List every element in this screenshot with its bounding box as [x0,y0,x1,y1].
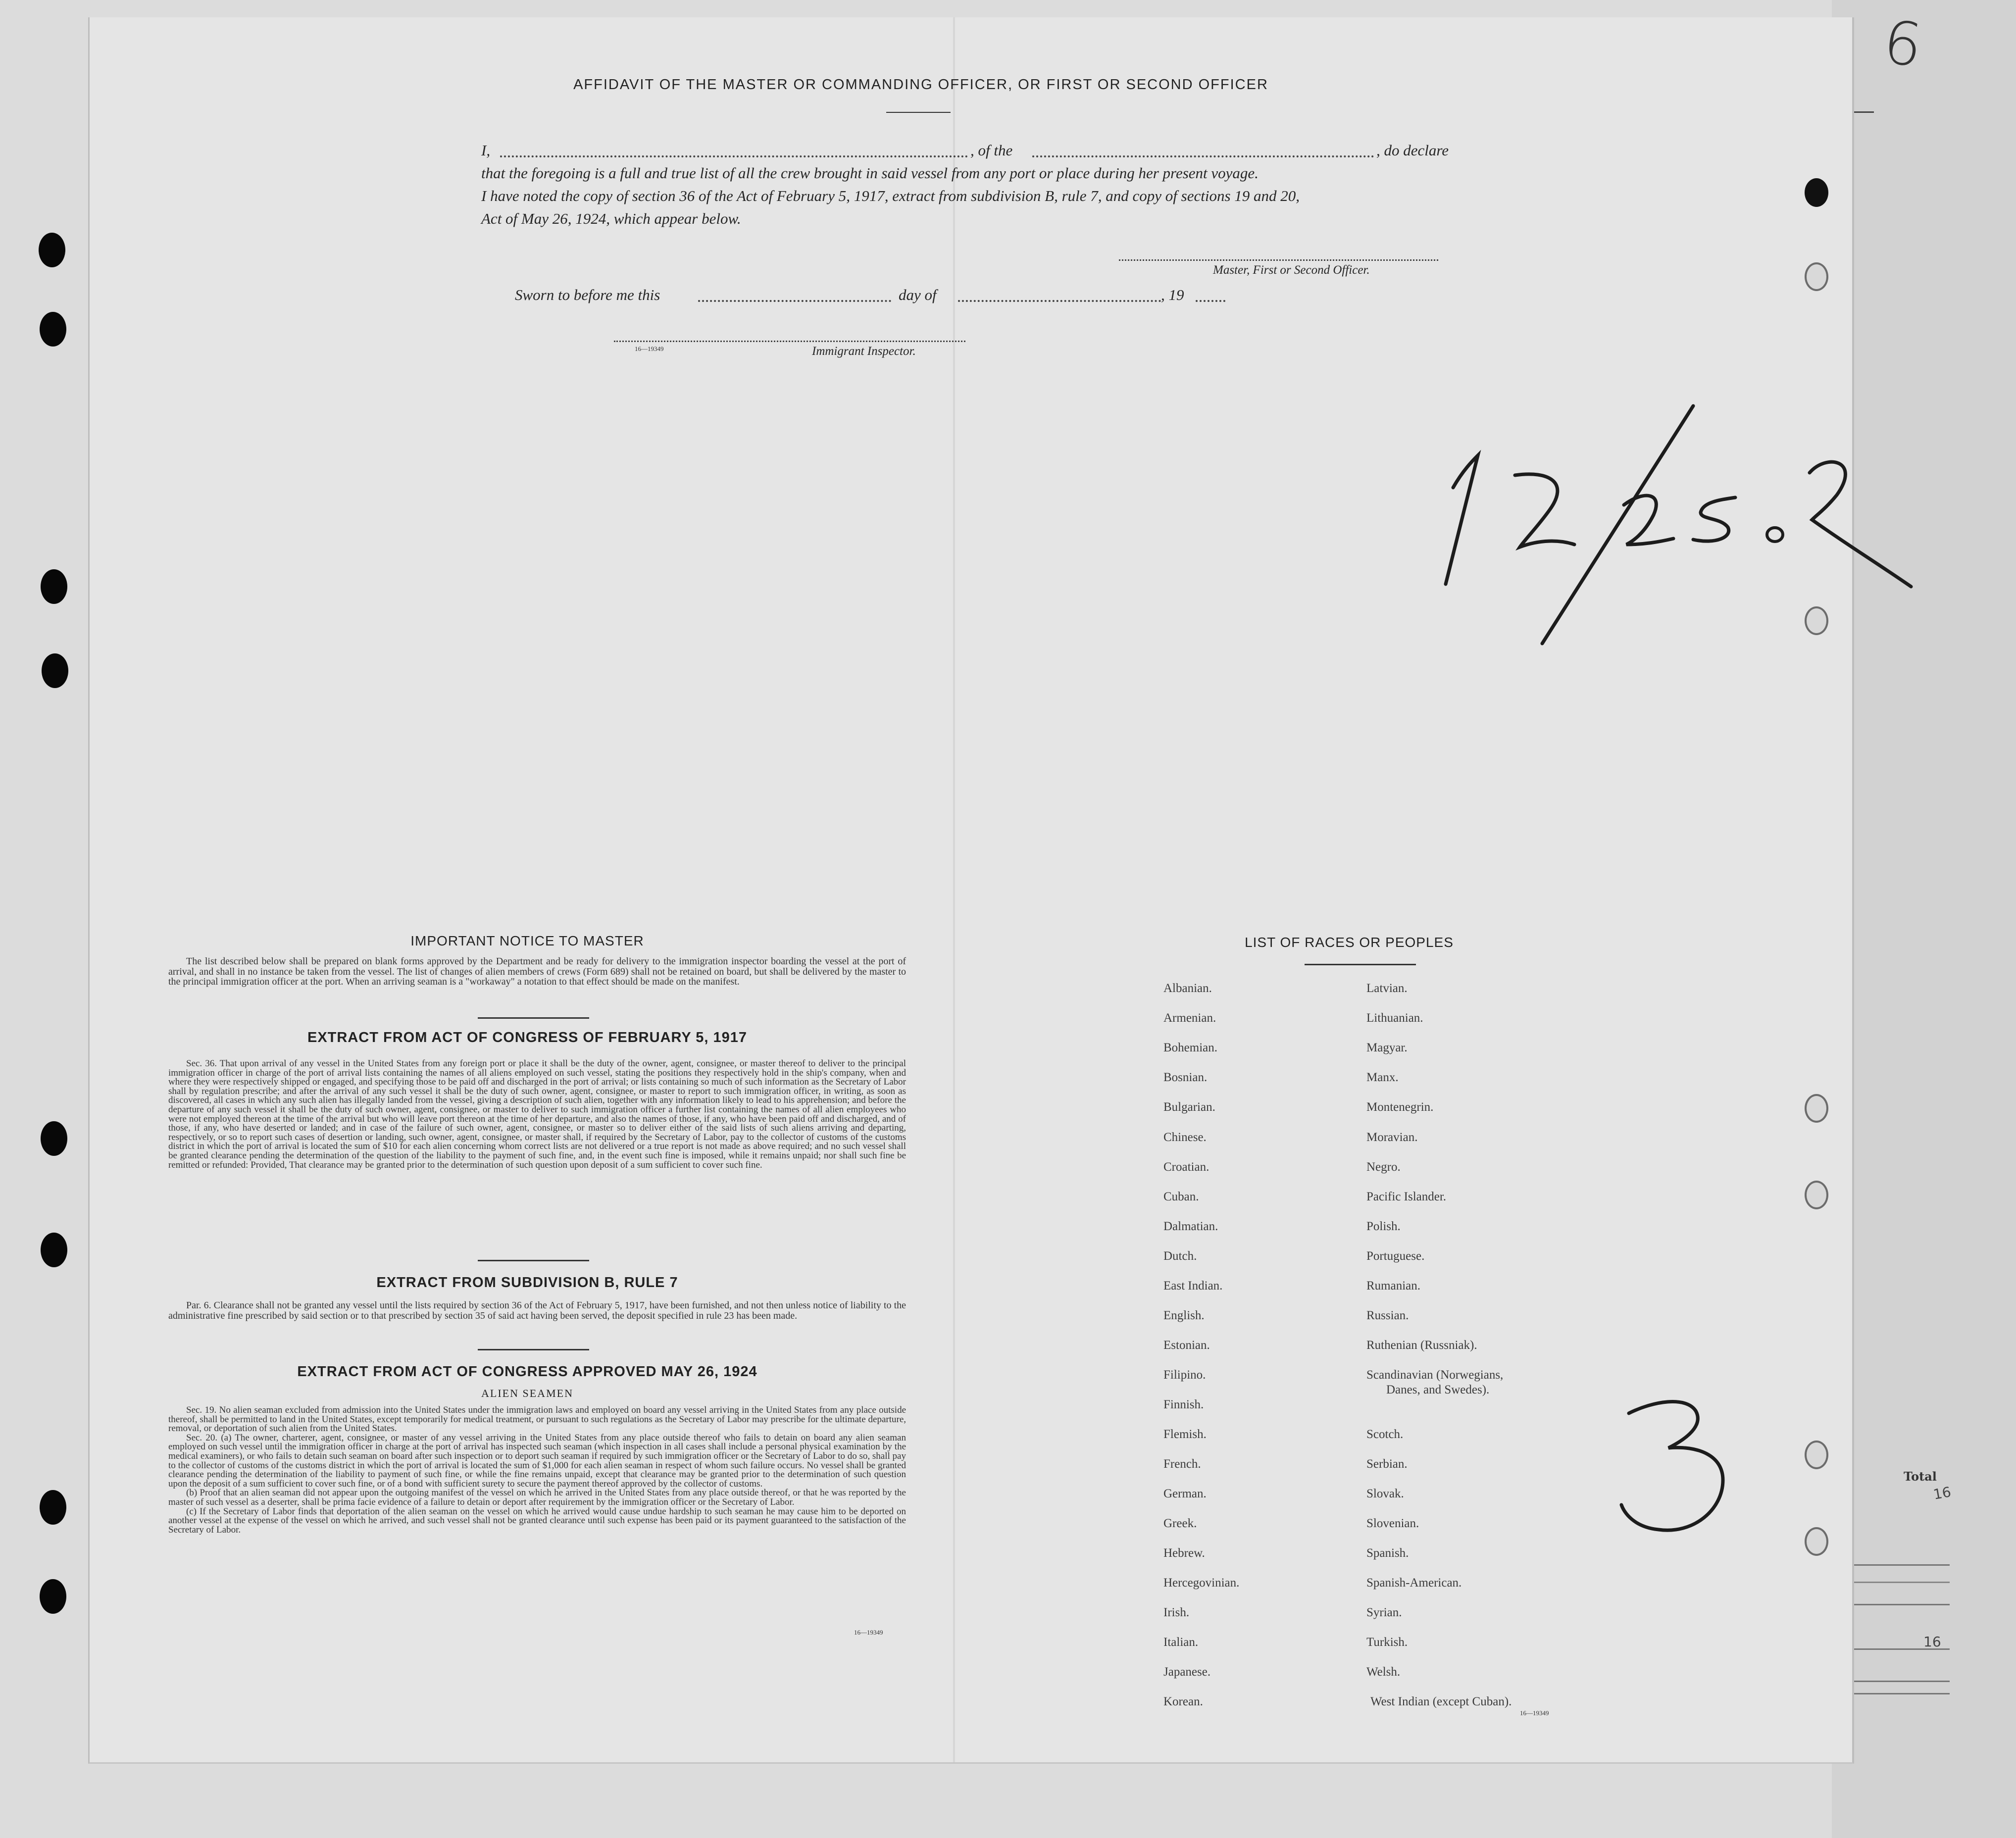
race-left: Flemish. [1163,1428,1207,1441]
extract-1917-title: EXTRACT FROM ACT OF CONGRESS OF FEBRUARY 5, 1917 [307,1030,748,1045]
alien-seamen-subtitle: ALIEN SEAMEN [481,1387,573,1399]
race-left: Albanian. [1163,982,1212,995]
punch-ring [1805,262,1828,291]
sworn-label: Sworn to before me this [515,286,660,303]
race-left: German. [1163,1487,1207,1500]
race-right: Slovak. [1366,1487,1404,1500]
section-divider [478,1017,589,1019]
affidavit-title: AFFIDAVIT OF THE MASTER OR COMMANDING OFFICER, OR FIRST OR SECOND OFFICER [573,77,1268,93]
race-right: Portuguese. [1366,1249,1425,1263]
sec-36-paragraph: Sec. 36. That upon arrival of any vessel in the United States from any foreign port or place it shall be the duty of the owner, agent, consignee, or master thereof to deliver to the principal immigration officer in charge of the port of arrival lists containing the names of all aliens employed on such vessel, stating the positions they respectively hold in the ship's company, when and where they were respectively shipped or engaged, and specifying those to be paid off and discharged in the port of arrival; or lists containing so much of such information as the Secretary of Labor shall by regulation prescribe; and after the arrival of any such vessel it shall be the duty of such owner, agent, consignee, or master to report to such immigration officer, in writing, as soon as discovered, all cases in which any such alien has illegally landed from the vessel, giving a description of such alien, together with any information likely to lead to his apprehension; and before the departure of any such vessel it shall be the duty of such owner, agent, consignee, or master to deliver to such immigration officer a further list containing the names of all alien employees who were not employed thereon at the time of the arrival but who will leave port thereon at the time of her departure, and also the names of those, if any, who have been paid off and discharged, and of those, if any, who have deserted or landed; and in case of the failure of such owner, agent, consignee, or master so to deliver either of the said lists of such aliens arriving and departing, respectively, or so to report such cases of desertion or landing, such owner, agent, consignee, or master shall, if required by the Secretary of Labor, pay to the collector of customs of the customs district in which the port of arrival is located the sum of $10 for each alien concerning whom correct lists are not delivered or a true report is not made as above required; and no such vessel shall be granted clearance pending the determination of the question of the liability to the payment of such fine, and, in the event such fine is imposed, while it remains unpaid; nor shall such fine be remitted or refunded: Provided, That clearance may be granted prior to the determination of such question upon deposit of a sum sufficient to cover such fine. [168,1058,906,1170]
section-divider [478,1349,589,1350]
race-left: Bulgarian. [1163,1100,1215,1114]
sec-20a-paragraph: Sec. 20. (a) The owner, charterer, agent, consignee, or master of any vessel arriving in the United States from any place outside thereof who fails to detain on board any alien seaman employed on such vessel until the immigration officer in charge at the port of arrival has inspected such seaman (which inspection in all cases shall include a personal physical examination by the medical examiners), or who fails to detain such seaman on board after such inspection or to deport such seaman if required by such immigration officer or the Secretary of Labor to do so, shall pay to the collector of customs of the customs district in which the port of arrival is located the sum of $1,000 for each alien seaman in respect of whom such failure occurs. No vessel shall be granted clearance pending the determination of the liability to payment of such fine, or while the fine remains unpaid, except that clearance may be granted prior to the determination of such question upon the deposit of a sum sufficient to cover such fine, or of a bond with sufficient surety to secure the payment thereof approved by the collector of customs. [168,1432,906,1489]
affidavit-line-3: I have noted the copy of section 36 of the Act of February 5, 1917, extract from subdivision B, rule 7, and copy of sections 19 and 20, [481,187,1300,204]
race-left: Armenian. [1163,1011,1216,1025]
race-right: Scandinavian (Norwegians, [1366,1368,1504,1382]
handwritten-total-label: Total [1904,1469,1937,1484]
race-left: Irish. [1163,1606,1190,1619]
affidavit-form-number: 16—19349 [635,345,664,352]
punch-hole [40,1490,66,1525]
race-left: Hercegovinian. [1163,1576,1240,1590]
notice-body [168,956,906,987]
underlying-sheet-rule [1851,1564,1950,1566]
race-right: Polish. [1366,1220,1401,1233]
handwritten-date-note [1436,396,1931,644]
race-right: Syrian. [1366,1606,1402,1619]
race-right: Spanish. [1366,1546,1409,1560]
underlying-sheet-rule [1851,1582,1950,1583]
underlying-sheet [1832,0,2016,1838]
race-right: West Indian (except Cuban). [1370,1695,1512,1708]
race-left: Korean. [1163,1695,1203,1708]
race-right: Lithuanian. [1366,1011,1423,1025]
race-left: Japanese. [1163,1665,1211,1679]
underlying-sheet-rule [1851,1693,1950,1694]
race-right: Montenegrin. [1366,1100,1434,1114]
day-of-label: day of [899,286,937,303]
punch-ring [1805,1441,1828,1469]
sworn-month-line[interactable] [958,300,1161,302]
race-right: Moravian. [1366,1131,1418,1144]
race-left: Greek. [1163,1517,1197,1530]
punch-hole [41,1233,67,1267]
race-left: Italian. [1163,1636,1199,1649]
handwritten-total-bottom: 16 [1923,1634,1941,1650]
race-left: Filipino. [1163,1368,1206,1382]
year-label: , 19 [1161,286,1184,303]
race-right: Magyar. [1366,1041,1408,1054]
race-left: Estonian. [1163,1339,1210,1352]
race-right: Danes, and Swedes). [1386,1383,1490,1396]
rule-7-body [168,1300,906,1321]
extract-1924-title: EXTRACT FROM ACT OF CONGRESS APPROVED MAY 26, 1924 [297,1364,757,1380]
punch-hole [40,1579,66,1614]
sworn-year-line[interactable] [1196,300,1225,302]
race-right: Welsh. [1366,1665,1401,1679]
notice-paragraph: The list described below shall be prepared on blank forms approved by the Department and be ready for delivery to the immigration inspector boarding the vessel at the port of arrival, and shall in no instance be taken from the vessel. The list of changes of alien members of crews (Form 689) shall not be retained on board, but shall be delivered by the master to the principal immigration officer at the port. When an arriving seaman is a "workaway" a notation to that effect should be made on the manifest. [168,956,906,987]
races-title-rule [1305,964,1416,965]
race-left: Bohemian. [1163,1041,1218,1054]
rule-7-title: EXTRACT FROM SUBDIVISION B, RULE 7 [376,1275,678,1291]
punch-hole [40,312,66,347]
race-right: Turkish. [1366,1636,1408,1649]
inspector-caption: Immigrant Inspector. [812,345,916,358]
race-right: Manx. [1366,1071,1399,1084]
affidavit-title-rule [886,112,951,113]
races-title: LIST OF RACES OR PEOPLES [1245,935,1454,950]
race-left: Dalmatian. [1163,1220,1218,1233]
race-left: Bosnian. [1163,1071,1208,1084]
extract-1924-body [168,1406,906,1535]
race-right: Negro. [1366,1160,1401,1174]
race-left: French. [1163,1457,1201,1471]
punch-hole [41,1121,67,1156]
affidavit-i-label: I, [481,142,491,159]
sec-19-paragraph: Sec. 19. No alien seaman excluded from admission into the United States under the immigration laws and employed on board any vessel arriving in the United States from any place outside thereof, shall be permitted to land in the United States, except temporarily for medical treatment, or pursuant to such regulations as the Secretary of Labor may prescribe for the ultimate departure, removal, or deportation of such alien from the United States. [168,1405,906,1434]
affidavit-vessel-line[interactable] [1032,155,1374,157]
race-right: Rumanian. [1366,1279,1421,1292]
extract-form-number: 16—19349 [854,1629,883,1636]
race-left: Cuban. [1163,1190,1199,1203]
extract-1917-body [168,1059,906,1170]
race-right: Ruthenian (Russniak). [1366,1339,1477,1352]
race-left: English. [1163,1309,1205,1322]
underlying-sheet-rule [1851,1604,1950,1605]
punch-hole [39,233,65,267]
affidavit-line-2: that the foregoing is a full and true list of all the crew brought in said vessel from any port or place during her present voyage. [481,164,1259,182]
punch-ring [1805,1094,1828,1123]
handwritten-total-top: 16 [1932,1484,1953,1503]
punch-hole [41,569,67,604]
race-right: Slovenian. [1366,1517,1419,1530]
race-left: East Indian. [1163,1279,1223,1292]
race-right: Latvian. [1366,982,1408,995]
sworn-day-line[interactable] [698,300,891,302]
race-left: Dutch. [1163,1249,1197,1263]
sec-20c-paragraph: (c) If the Secretary of Labor finds that deportation of the alien seaman on the vessel on which he arrived would cause undue hardship to such seaman he may cause him to be deported on another vessel at the expense of the vessel on which he arrived, and such vessel shall not be granted clearance until such expense has been paid or its payment guaranteed to the satisfaction of the Secretary of Labor. [168,1506,906,1535]
affidavit-line-4: Act of May 26, 1924, which appear below. [481,210,741,227]
race-left: Croatian. [1163,1160,1210,1174]
page-fold [953,17,955,1762]
section-divider [478,1260,589,1261]
affidavit-name-line[interactable] [500,155,968,157]
race-right: Russian. [1366,1309,1409,1322]
handwritten-corner-dash [1854,111,1874,113]
affidavit-of-the-label: , of the [970,142,1013,159]
notice-title: IMPORTANT NOTICE TO MASTER [410,933,644,948]
punch-hole [42,653,68,688]
race-right: Pacific Islander. [1366,1190,1447,1203]
affidavit-declare-label: , do declare [1376,142,1449,159]
punch-ring [1805,1527,1828,1556]
sec-20b-paragraph: (b) Proof that an alien seaman did not appear upon the outgoing manifest of the vessel on which he arrived in the United States from any place outside thereof, or that he was reported by the master of such vessel as a deserter, shall be prima facie evidence of a failure to detain or deport after requirement by the immigration officer or the Secretary of Labor. [168,1488,906,1507]
race-left: Hebrew. [1163,1546,1205,1560]
rule-7-paragraph: Par. 6. Clearance shall not be granted any vessel until the lists required by section 36 of the Act of February 5, 1917, have been furnished, and not then unless notice of liability to the administrative fine prescribed by said section or to that prescribed by section 35 of said act having been served, the deposit specified in rule 23 has been made. [168,1300,906,1321]
race-right: Serbian. [1366,1457,1408,1471]
race-left: Chinese. [1163,1131,1207,1144]
race-right: Scotch. [1366,1428,1404,1441]
races-form-number: 16—19349 [1520,1709,1549,1717]
race-right: Spanish-American. [1366,1576,1462,1590]
punch-ring [1805,1181,1828,1209]
race-left: Finnish. [1163,1398,1204,1411]
handwritten-corner-mark: 6 [1879,7,1926,81]
handwritten-count [1599,1386,1777,1554]
punch-ring [1805,178,1828,207]
master-caption: Master, First or Second Officer. [1213,263,1370,277]
underlying-sheet-rule [1851,1681,1950,1682]
